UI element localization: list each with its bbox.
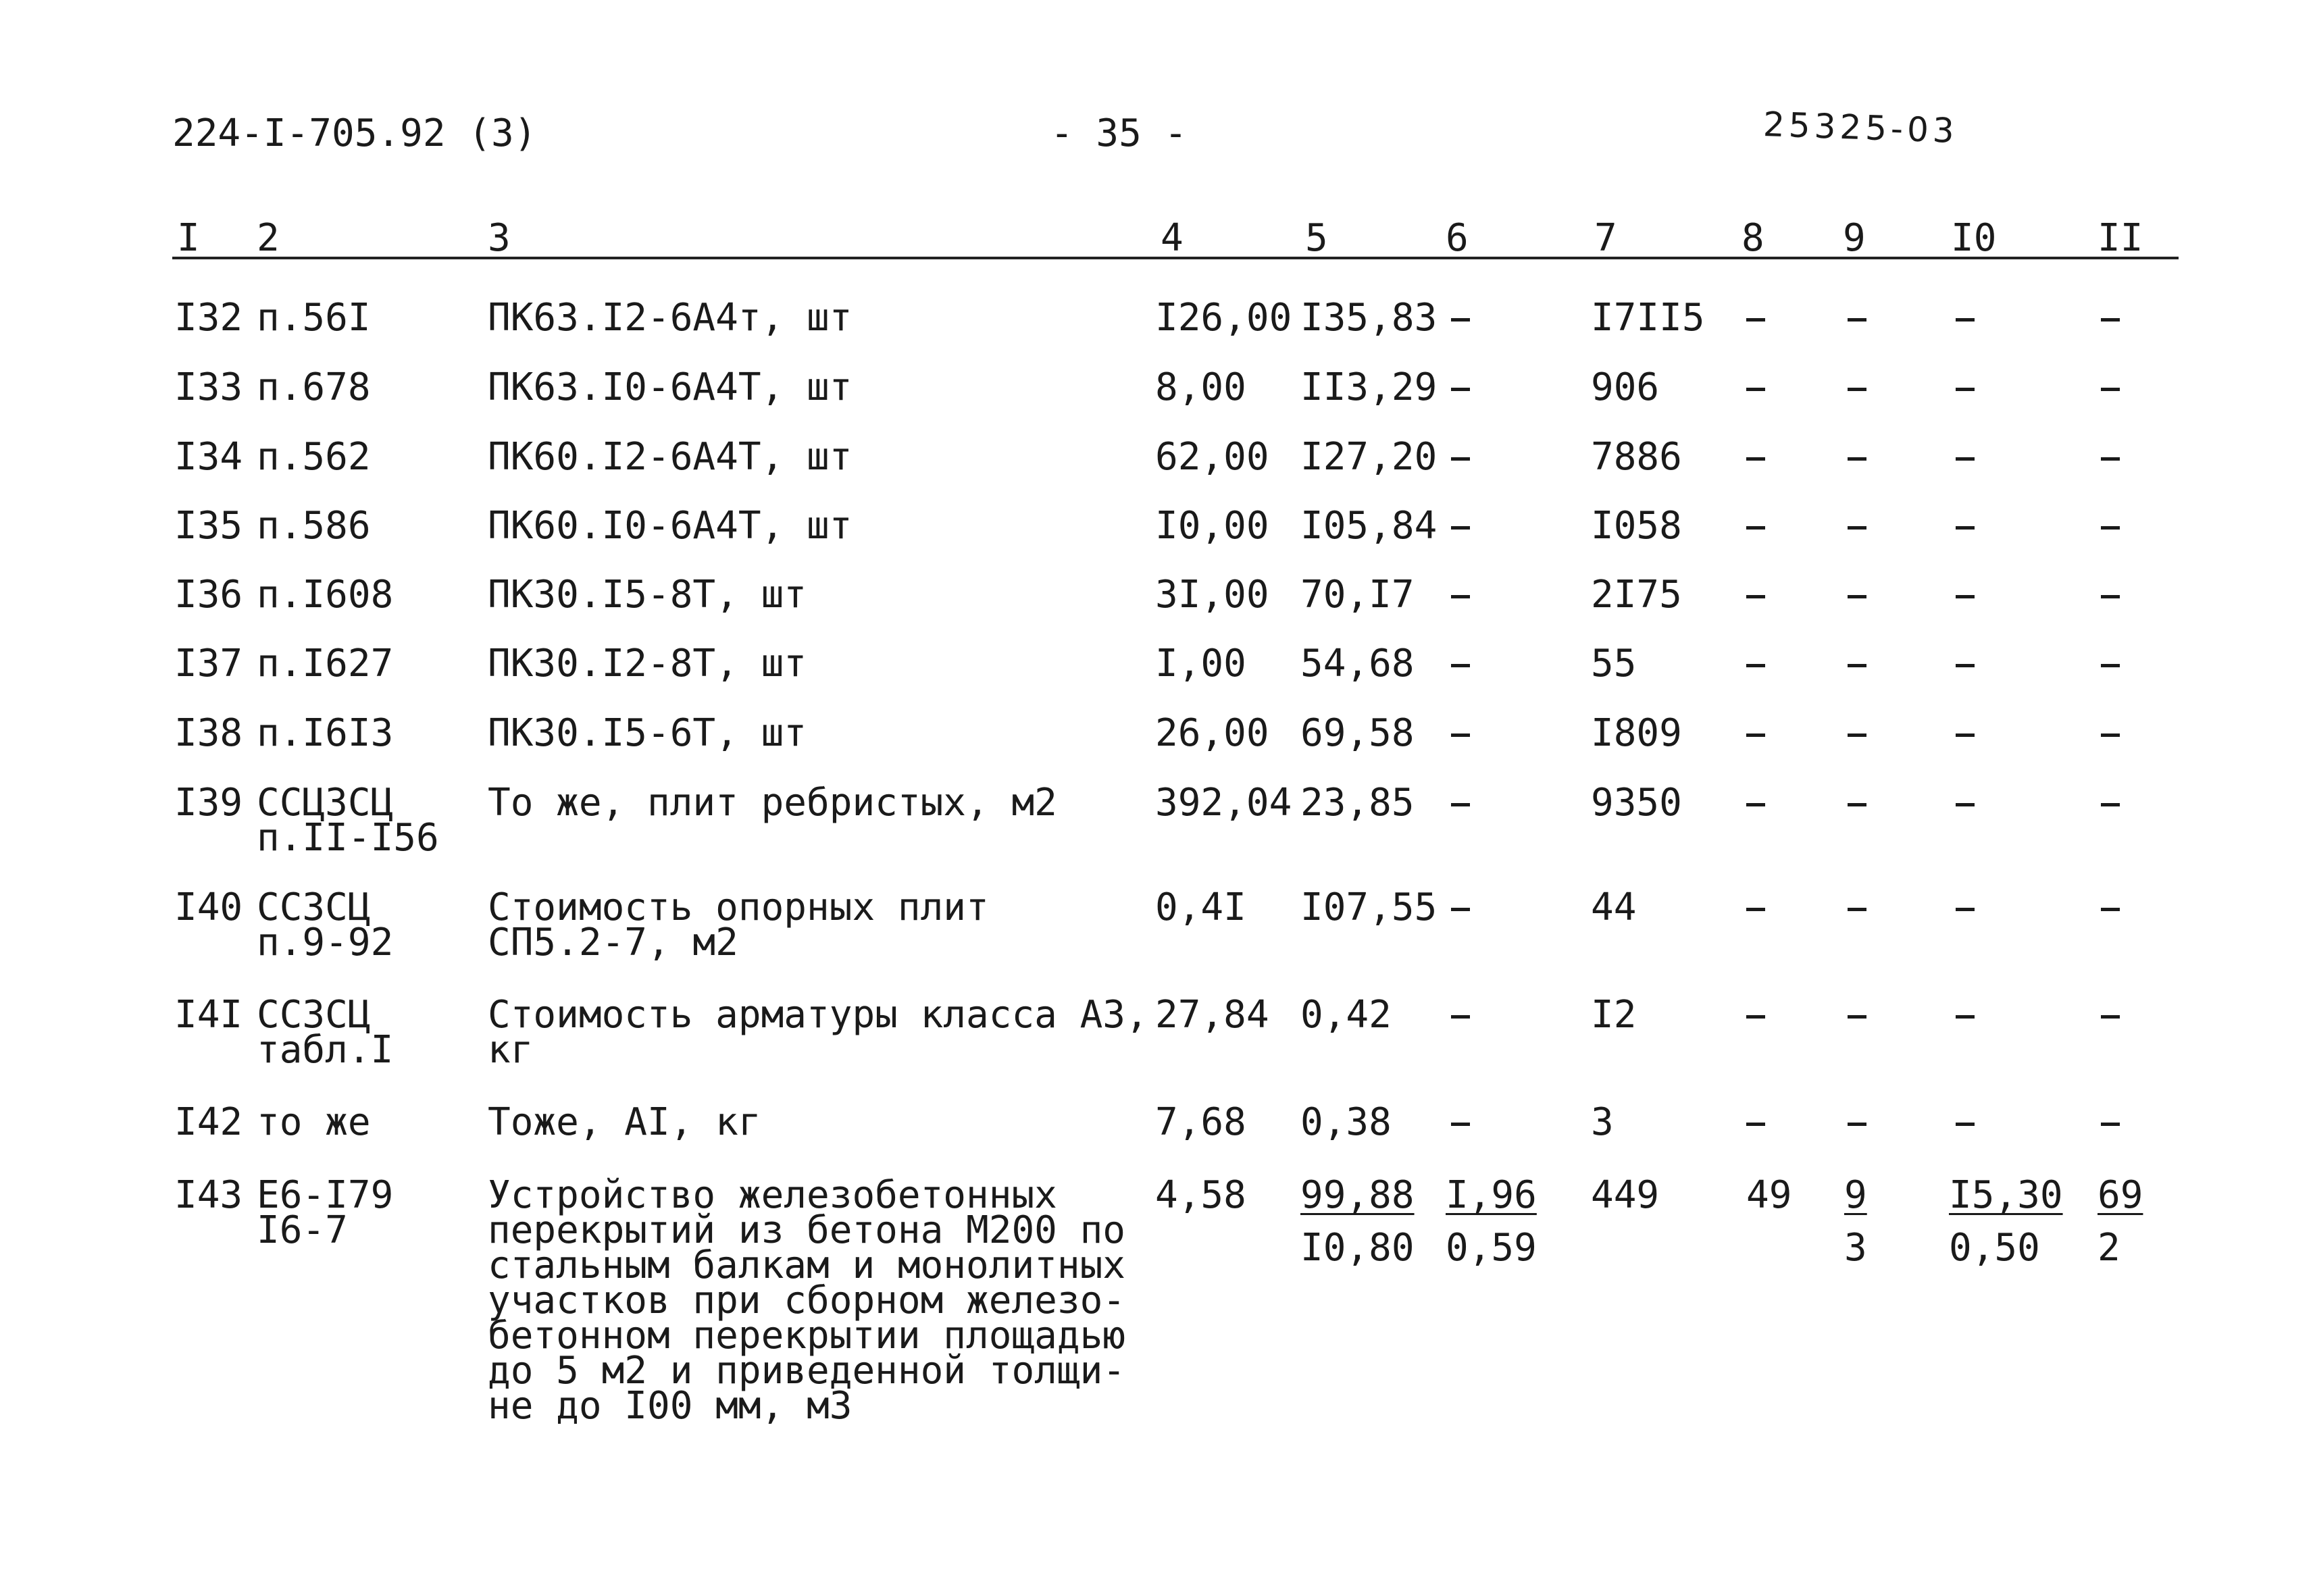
row-unit-price: II3,29 [1300, 365, 1438, 409]
row-c8-dash [1746, 370, 1765, 405]
page-number: - 35 - [1050, 111, 1188, 155]
doc-code: 224-I-705.92 (3) [172, 111, 537, 155]
row-quantity: 4,58 [1155, 1173, 1246, 1217]
row-number: I43 [174, 1173, 243, 1217]
row-unit-price: 70,I7 [1300, 573, 1415, 617]
row-reference: п.9-92 [257, 921, 394, 964]
row-number: I35 [174, 504, 243, 548]
column-header-11: II [2098, 216, 2143, 260]
dash-mark [1746, 595, 1765, 598]
row-c8-dash [1746, 301, 1765, 336]
row-reference: п.586 [257, 504, 371, 548]
column-header-6: 6 [1446, 216, 1469, 260]
row-c11-dash [2101, 509, 2120, 544]
dash-mark [1956, 318, 1975, 321]
row-number: I32 [174, 296, 243, 340]
dash-mark [2101, 1015, 2120, 1019]
row-c11-dash [2101, 1105, 2120, 1140]
row-unit-price: 99,88 [1300, 1173, 1415, 1217]
row-description: участков при сборном железо- [488, 1279, 1126, 1322]
row-c6-dash [1451, 370, 1470, 405]
row-description: ПК30.I5-8Т, шт [488, 573, 807, 617]
row-c9-dash [1848, 646, 1866, 681]
row-unit-price: 54,68 [1300, 642, 1415, 686]
dash-mark [2101, 526, 2120, 530]
row-description: до 5 м2 и приведенной толщи- [488, 1349, 1126, 1393]
dash-mark [1848, 1123, 1866, 1126]
row-description: бетонном перекрытии площадью [488, 1314, 1126, 1358]
archive-number: 25325-03 [1762, 104, 1959, 151]
dash-mark [1956, 595, 1975, 598]
row-description: Стоимость опорных плит [488, 885, 989, 929]
dash-mark [2101, 664, 2120, 667]
row-c9-dash [1848, 716, 1866, 751]
row-unit-price: I27,20 [1300, 435, 1438, 479]
row-c8: 49 [1746, 1173, 1792, 1217]
dash-mark [2101, 595, 2120, 598]
row-unit-price: 69,58 [1300, 711, 1415, 755]
dash-mark [1956, 457, 1975, 461]
row-description: не до I00 мм, м3 [488, 1384, 853, 1428]
row-total-cost: 55 [1591, 642, 1637, 686]
dash-mark [1848, 733, 1866, 737]
row-description: ПК30.I5-6Т, шт [488, 711, 807, 755]
row-reference: Е6-I79 [257, 1173, 394, 1217]
row-total-cost: 7886 [1591, 435, 1682, 479]
dash-mark [1451, 595, 1470, 598]
row-description: Тоже, АI, кг [488, 1100, 761, 1144]
dash-mark [1746, 526, 1765, 530]
row-total-cost: I2 [1591, 993, 1637, 1037]
dash-mark [1746, 1015, 1765, 1019]
dash-mark [1848, 318, 1866, 321]
row-description: стальным балкам и монолитных [488, 1243, 1126, 1287]
dash-mark [1956, 664, 1975, 667]
dash-mark [1848, 908, 1866, 911]
row-description: ПК63.I2-6А4т, шт [488, 296, 853, 340]
dash-mark [1451, 908, 1470, 911]
row-c10-lower: 0,50 [1949, 1226, 2040, 1270]
dash-mark [1746, 318, 1765, 321]
dash-mark [2101, 388, 2120, 391]
dash-mark [1746, 388, 1765, 391]
row-c8-dash [1746, 998, 1765, 1033]
column-header-9: 9 [1843, 216, 1866, 260]
row-quantity: 62,00 [1155, 435, 1269, 479]
row-description: ПК60.I2-6А4Т, шт [488, 435, 853, 479]
row-reference: п.II-I56 [257, 816, 439, 860]
row-c11-dash [2101, 998, 2120, 1033]
row-number: I42 [174, 1100, 243, 1144]
dash-mark [1956, 733, 1975, 737]
row-reference: п.678 [257, 365, 371, 409]
row-c11-dash [2101, 646, 2120, 681]
row-c10-dash [1956, 786, 1975, 821]
row-c9-dash [1848, 998, 1866, 1033]
row-description: ПК63.I0-6А4Т, шт [488, 365, 853, 409]
row-c6: I,96 [1446, 1173, 1537, 1217]
column-header-10: I0 [1951, 216, 1997, 260]
row-c6-dash [1451, 786, 1470, 821]
row-total-cost: 9350 [1591, 781, 1682, 825]
row-c10: I5,30 [1949, 1173, 2063, 1217]
row-c6-dash [1451, 716, 1470, 751]
row-total-cost: I809 [1591, 711, 1682, 755]
dash-mark [1956, 1123, 1975, 1126]
row-c10-dash [1956, 716, 1975, 751]
row-c6-lower: 0,59 [1446, 1226, 1537, 1270]
dash-mark [1451, 526, 1470, 530]
column-header-3: 3 [488, 216, 511, 260]
dash-mark [2101, 457, 2120, 461]
row-c11-dash [2101, 890, 2120, 925]
row-c9-lower: 3 [1844, 1226, 1867, 1270]
row-reference: I6-7 [257, 1208, 348, 1252]
row-c9-dash [1848, 1105, 1866, 1140]
row-unit-price: 0,42 [1300, 993, 1392, 1037]
dash-mark [1848, 803, 1866, 806]
row-number: I4I [174, 993, 243, 1037]
row-description: То же, плит ребристых, м2 [488, 781, 1057, 825]
row-reference: табл.I [257, 1028, 394, 1072]
row-c9-dash [1848, 301, 1866, 336]
dash-mark [1746, 664, 1765, 667]
column-header-4: 4 [1161, 216, 1184, 260]
row-c9-dash [1848, 370, 1866, 405]
row-c8-dash [1746, 1105, 1765, 1140]
row-total-cost: 906 [1591, 365, 1660, 409]
row-unit-price: 0,38 [1300, 1100, 1392, 1144]
row-c10-dash [1956, 301, 1975, 336]
row-quantity: I0,00 [1155, 504, 1269, 548]
dash-mark [1956, 1015, 1975, 1019]
row-reference: то же [257, 1100, 371, 1144]
row-unit-price: I35,83 [1300, 296, 1438, 340]
dash-mark [2101, 733, 2120, 737]
dash-mark [1451, 457, 1470, 461]
column-header-1: I [177, 216, 200, 260]
column-header-5: 5 [1305, 216, 1328, 260]
dash-mark [2101, 803, 2120, 806]
row-c11-dash [2101, 370, 2120, 405]
row-c6-dash [1451, 890, 1470, 925]
row-reference: ССЦ3СЦ [257, 781, 394, 825]
row-number: I40 [174, 885, 243, 929]
row-description: ПК60.I0-6А4Т, шт [488, 504, 853, 548]
dash-mark [2101, 908, 2120, 911]
row-description: Устройство железобетонных [488, 1173, 1057, 1217]
row-reference: п.I627 [257, 642, 394, 686]
row-total-cost: I7II5 [1591, 296, 1705, 340]
row-c10-dash [1956, 998, 1975, 1033]
row-reference: п.I608 [257, 573, 394, 617]
row-number: I34 [174, 435, 243, 479]
row-quantity: 0,4I [1155, 885, 1246, 929]
row-total-cost: 44 [1591, 885, 1637, 929]
dash-mark [1746, 733, 1765, 737]
row-quantity: 8,00 [1155, 365, 1246, 409]
row-c9-dash [1848, 786, 1866, 821]
row-quantity: 392,04 [1155, 781, 1292, 825]
row-unit-price: 23,85 [1300, 781, 1415, 825]
row-c8-dash [1746, 577, 1765, 613]
row-quantity: 26,00 [1155, 711, 1269, 755]
row-quantity: I26,00 [1155, 296, 1292, 340]
row-description: СП5.2-7, м2 [488, 921, 738, 964]
row-reference: СС3СЦ [257, 885, 371, 929]
row-c11-dash [2101, 301, 2120, 336]
dash-mark [1956, 388, 1975, 391]
row-c8-dash [1746, 786, 1765, 821]
dash-mark [1451, 1015, 1470, 1019]
row-total-cost: 449 [1591, 1173, 1660, 1217]
dash-mark [1746, 457, 1765, 461]
row-c10-dash [1956, 370, 1975, 405]
row-c6-dash [1451, 577, 1470, 613]
row-quantity: 3I,00 [1155, 573, 1269, 617]
row-c6-dash [1451, 440, 1470, 475]
dash-mark [1848, 457, 1866, 461]
dash-mark [2101, 318, 2120, 321]
row-c9-dash [1848, 509, 1866, 544]
dash-mark [1451, 388, 1470, 391]
dash-mark [1746, 908, 1765, 911]
row-quantity: 7,68 [1155, 1100, 1246, 1144]
dash-mark [1848, 1015, 1866, 1019]
row-c11-dash [2101, 786, 2120, 821]
row-c6-dash [1451, 646, 1470, 681]
row-c9-dash [1848, 890, 1866, 925]
row-c9-dash [1848, 440, 1866, 475]
row-number: I37 [174, 642, 243, 686]
row-number: I36 [174, 573, 243, 617]
row-description: ПК30.I2-8Т, шт [488, 642, 807, 686]
row-c8-dash [1746, 716, 1765, 751]
row-quantity: 27,84 [1155, 993, 1269, 1037]
row-c10-dash [1956, 577, 1975, 613]
row-c6-dash [1451, 301, 1470, 336]
row-c8-dash [1746, 890, 1765, 925]
dash-mark [1451, 318, 1470, 321]
row-c10-dash [1956, 1105, 1975, 1140]
dash-mark [1451, 803, 1470, 806]
dash-mark [1848, 388, 1866, 391]
row-reference: п.56I [257, 296, 371, 340]
row-c10-dash [1956, 646, 1975, 681]
header-rule [172, 257, 2179, 259]
column-header-7: 7 [1594, 216, 1617, 260]
dash-mark [1848, 664, 1866, 667]
dash-mark [1451, 664, 1470, 667]
row-c11-dash [2101, 716, 2120, 751]
row-c10-dash [1956, 890, 1975, 925]
row-total-cost: I058 [1591, 504, 1682, 548]
row-description: кг [488, 1028, 534, 1072]
row-total-cost: 3 [1591, 1100, 1614, 1144]
row-total-cost: 2I75 [1591, 573, 1682, 617]
row-c11: 69 [2098, 1173, 2143, 1217]
row-c10-dash [1956, 440, 1975, 475]
row-c11-dash [2101, 577, 2120, 613]
row-reference: п.562 [257, 435, 371, 479]
row-c10-dash [1956, 509, 1975, 544]
row-unit-price: I05,84 [1300, 504, 1438, 548]
row-c11-dash [2101, 440, 2120, 475]
row-quantity: I,00 [1155, 642, 1246, 686]
row-unit-price: I07,55 [1300, 885, 1438, 929]
row-number: I39 [174, 781, 243, 825]
dash-mark [2101, 1123, 2120, 1126]
row-c8-dash [1746, 440, 1765, 475]
row-reference: СС3СЦ [257, 993, 371, 1037]
dash-mark [1956, 526, 1975, 530]
row-c11-lower: 2 [2098, 1226, 2120, 1270]
row-c9: 9 [1844, 1173, 1867, 1217]
row-c6-dash [1451, 509, 1470, 544]
dash-mark [1451, 733, 1470, 737]
row-c8-dash [1746, 646, 1765, 681]
column-header-8: 8 [1742, 216, 1764, 260]
row-c9-dash [1848, 577, 1866, 613]
dash-mark [1746, 803, 1765, 806]
row-number: I33 [174, 365, 243, 409]
row-c8-dash [1746, 509, 1765, 544]
dash-mark [1451, 1123, 1470, 1126]
row-c6-dash [1451, 1105, 1470, 1140]
row-c6-dash [1451, 998, 1470, 1033]
dash-mark [1956, 803, 1975, 806]
dash-mark [1848, 526, 1866, 530]
row-unit-price-wages: I0,80 [1300, 1226, 1415, 1270]
row-number: I38 [174, 711, 243, 755]
dash-mark [1956, 908, 1975, 911]
column-header-2: 2 [257, 216, 280, 260]
dash-mark [1848, 595, 1866, 598]
row-description: Стоимость арматуры класса А3, [488, 993, 1148, 1037]
row-description: перекрытий из бетона М200 по [488, 1208, 1126, 1252]
row-reference: п.I6I3 [257, 711, 394, 755]
dash-mark [1746, 1123, 1765, 1126]
